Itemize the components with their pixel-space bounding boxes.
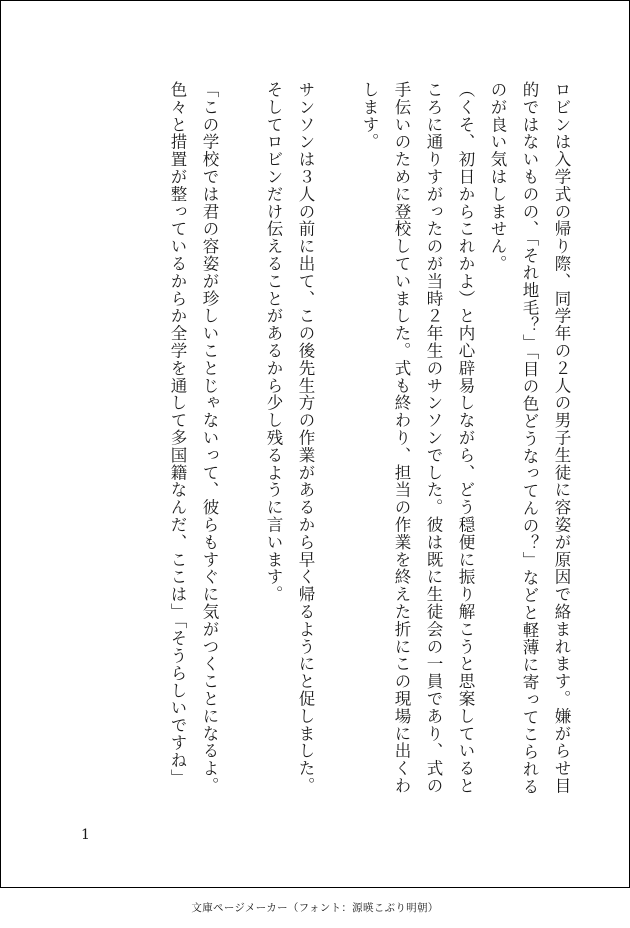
paragraph-3: サンソンは３人の前に出て、この後先生方の作業があるから早く帰るようにと促しました。そしてロビンだけ伝えることがあるから少し残るように言います。 [264,81,315,795]
footer-credit: 文庫ページメーカー（フォント：源暎こぶり明朝） [191,902,439,914]
paragraph-1: ロビンは入学式の帰り際、同学年の２人の男子生徒に容姿が原因で絡まれます。嫌がらせ目的ではないものの、「それ地毛？」「目の色どうなってんの？」などと軽薄に寄ってこられるのが良い気はしません。 [488,81,571,796]
paragraph-2: （くそ、初日からこれかよ）と内心辟易しながら、どう穏便に振り解こうと思案しているところに通りすがったのが当時２年生のサンソンでした。彼は既に生徒会の一員であり、式の手伝いのために登校していました。式も終わり、担当の作業を終えた折にこの現場に出くわします。 [360,81,475,795]
paragraph-4: 「この学校では君の容姿が珍しいことじゃないって、彼らもすぐに気がつくことになるよ。色々と措置が整っているからか全学を通して多国籍なんだ、ここは」「そうらしいですね」 [168,81,219,795]
page-number: 1 [81,827,90,843]
vertical-text-body [57,81,577,801]
